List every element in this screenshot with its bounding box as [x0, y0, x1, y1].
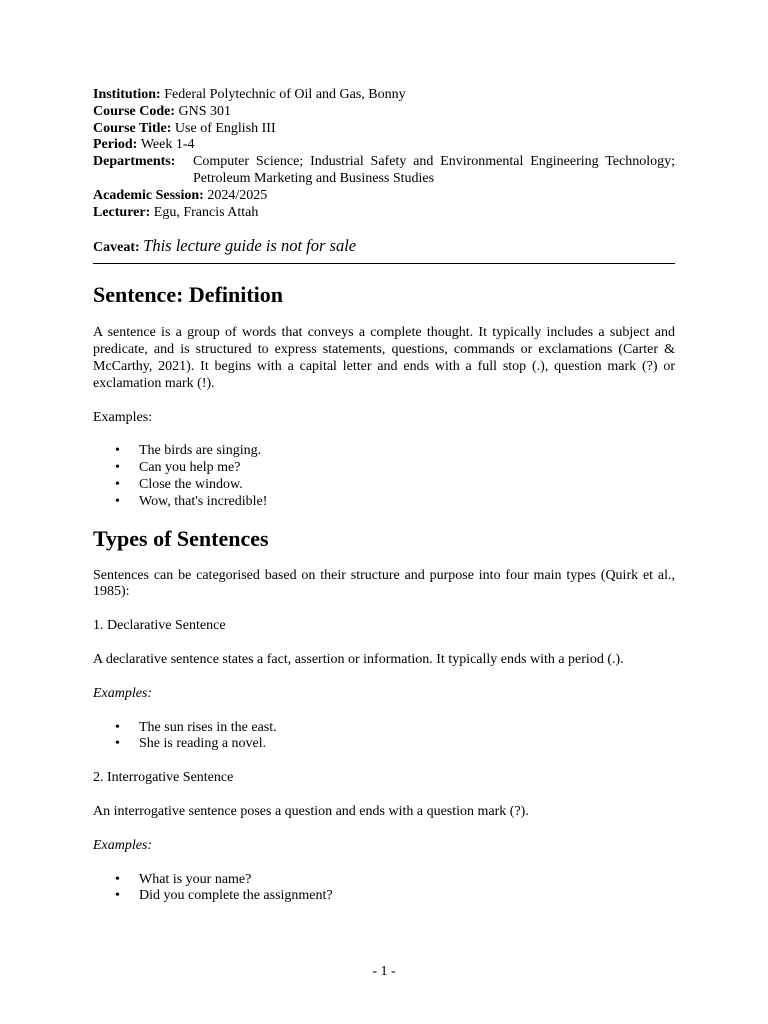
session-row	[93, 188, 675, 205]
departments-label: Departments:	[93, 154, 176, 170]
session-value: 2024/2025	[207, 187, 268, 203]
course-title-row	[93, 121, 675, 138]
departments-value: Computer Science; Industrial Safety and Environmental Engineering Technology; Petroleum Marketing and Business Studies	[193, 154, 675, 186]
list-item: • What is your name?	[93, 872, 675, 889]
section-heading-definition: Sentence: Definition	[93, 282, 284, 308]
course-title-label: Course Title:	[93, 120, 172, 136]
definition-examples-list	[93, 443, 675, 510]
interrogative-examples-label: Examples:	[93, 837, 153, 853]
declarative-examples-label: Examples:	[93, 685, 153, 701]
course-code-label: Course Code:	[93, 103, 176, 119]
declarative-examples-list	[93, 720, 675, 754]
list-item: • Did you complete the assignment?	[93, 888, 675, 905]
declarative-title: 1. Declarative Sentence	[93, 618, 226, 634]
list-item: • She is reading a novel.	[93, 736, 675, 753]
definition-paragraph: A sentence is a group of words that conveys a complete thought. It typically includes a subject and predicate, and is structured to express statements, questions, commands or exclamations (Carter & McCarthy, 2021). It begins with a capital letter and ends with a full stop (.), question mark (?) or exclamation mark (!).	[93, 325, 675, 391]
lecturer-label: Lecturer:	[93, 204, 151, 220]
list-item: • Close the window.	[93, 477, 675, 494]
list-item: • Can you help me?	[93, 460, 675, 477]
session-label: Academic Session:	[93, 187, 204, 203]
caveat-label: Caveat:	[93, 240, 140, 256]
section-heading-types: Types of Sentences	[93, 525, 269, 551]
course-code-row	[93, 104, 675, 121]
institution-label: Institution:	[93, 87, 161, 102]
departments-row	[93, 154, 675, 188]
types-intro-paragraph: Sentences can be categorised based on their structure and purpose into four main types (Quirk et al., 1985):	[93, 567, 675, 600]
institution-row	[93, 87, 675, 104]
interrogative-examples-list	[93, 872, 675, 906]
course-title-value: Use of English III	[174, 120, 276, 136]
lecturer-row	[93, 205, 675, 222]
institution-value: Federal Polytechnic of Oil and Gas, Bonny	[164, 87, 406, 102]
caveat-text: This lecture guide is not for sale	[143, 236, 357, 256]
lecturer-value: Egu, Francis Attah	[153, 204, 259, 220]
page-number: - 1 -	[372, 964, 396, 979]
declarative-paragraph: A declarative sentence states a fact, assertion or information. It typically ends with a period (.).	[93, 651, 624, 667]
interrogative-paragraph: An interrogative sentence poses a question and ends with a question mark (?).	[93, 803, 529, 819]
interrogative-title: 2. Interrogative Sentence	[93, 770, 234, 786]
period-label: Period:	[93, 137, 138, 153]
period-row	[93, 137, 675, 154]
examples-label: Examples:	[93, 409, 153, 425]
course-code-value: GNS 301	[178, 103, 232, 119]
list-item: • Wow, that's incredible!	[93, 494, 675, 511]
caveat	[93, 237, 675, 257]
period-value: Week 1-4	[140, 137, 195, 153]
document-page	[93, 87, 675, 905]
list-item: • The sun rises in the east.	[93, 720, 675, 737]
horizontal-rule	[93, 263, 675, 264]
course-info	[93, 87, 675, 221]
list-item: • The birds are singing.	[93, 443, 675, 460]
